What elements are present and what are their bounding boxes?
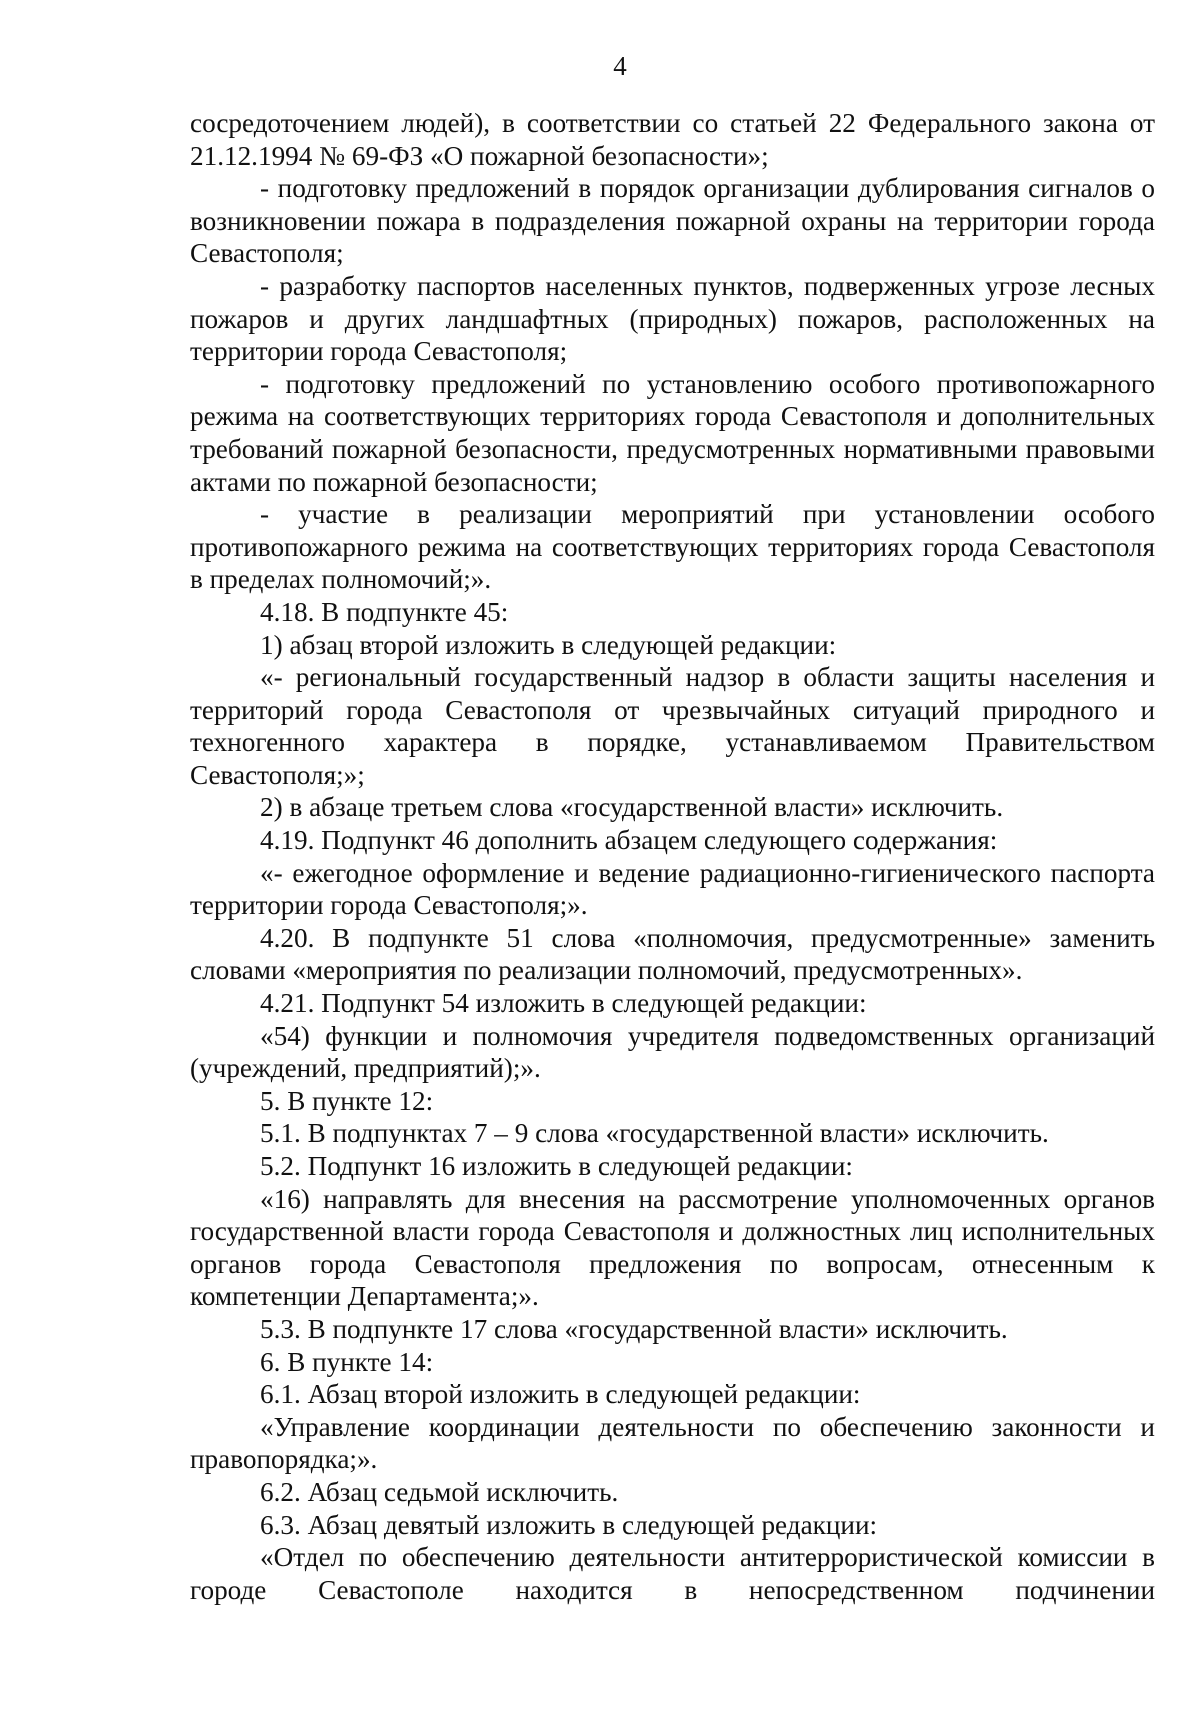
paragraph: 4.19. Подпункт 46 дополнить абзацем следующего содержания: [260, 825, 998, 856]
paragraph: сосредоточением людей), в соответствии со статьей 22 Федерального закона от 21.12.1994 № 69-ФЗ «О пожарной безопасности»; [190, 108, 1155, 171]
paragraph: 6.3. Абзац девятый изложить в следующей редакции: [260, 1509, 878, 1540]
paragraph: - разработку паспортов населенных пунктов, подверженных угрозе лесных пожаров и других ландшафтных (природных) пожаров, расположенных на территории города Севастополя; [190, 270, 1155, 367]
paragraph: - подготовку предложений по установлению особого противопожарного режима на соответствующих территориях города Севастополя и дополнительных требований пожарной безопасности, предусмотренных нормативными правовыми актами по пожарной безопасности; [190, 368, 1155, 497]
paragraph: 5.2. Подпункт 16 изложить в следующей редакции: [260, 1151, 853, 1181]
paragraph: 5.1. В подпунктах 7 – 9 слова «государственной власти» исключить. [260, 1118, 1049, 1149]
paragraph: «Управление координации деятельности по обеспечению законности и правопорядка;». [190, 1411, 1155, 1475]
paragraph: 4.21. Подпункт 54 изложить в следующей редакции: [260, 988, 867, 1019]
paragraph: «- ежегодное оформление и ведение радиационно-гигиенического паспорта территории города Севастополя;». [190, 857, 1155, 921]
paragraph: 5.3. В подпункте 17 слова «государственной власти» исключить. [260, 1313, 1008, 1344]
paragraph: 5. В пункте 12: [260, 1085, 434, 1116]
paragraph: - подготовку предложений в порядок организации дублирования сигналов о возникновении пожара в подразделения пожарной охраны на территории города Севастополя; [190, 173, 1155, 269]
paragraph: 4.20. В подпункте 51 слова «полномочия, предусмотренные» заменить словами «мероприятия по реализации полномочий, предусмотренных». [190, 922, 1155, 986]
document-body [190, 107, 1155, 1606]
paragraph: 6.1. Абзац второй изложить в следующей редакции: [260, 1379, 861, 1410]
paragraph: «16) направлять для внесения на рассмотрение уполномоченных органов государственной власти города Севастополя и должностных лиц исполнительных органов города Севастополя предложения по вопросам, отнесенным к компетенции Департамента;». [190, 1183, 1155, 1312]
paragraph: 6.2. Абзац седьмой исключить. [260, 1476, 619, 1507]
page-number: 4 [613, 51, 627, 81]
paragraph: 2) в абзаце третьем слова «государственной власти» исключить. [260, 792, 1004, 823]
paragraph: «- региональный государственный надзор в области защиты населения и территорий города Севастополя от чрезвычайных ситуаций природного и техногенного характера в порядке, устанавливаемом Правительством Севастополя;»; [190, 662, 1155, 790]
paragraph: «Отдел по обеспечению деятельности антитеррористической комиссии в городе Севастополе находится в непосредственном подчинении [190, 1542, 1155, 1605]
paragraph: «54) функции и полномочия учредителя подведомственных организаций (учреждений, предприятий);». [190, 1020, 1155, 1084]
paragraph: 1) абзац второй изложить в следующей редакции: [260, 629, 837, 660]
paragraph: - участие в реализации мероприятий при установлении особого противопожарного режима на соответствующих территориях города Севастополя в пределах полномочий;». [190, 499, 1155, 595]
paragraph: 4.18. В подпункте 45: [260, 596, 509, 627]
paragraph: 6. В пункте 14: [260, 1346, 434, 1377]
